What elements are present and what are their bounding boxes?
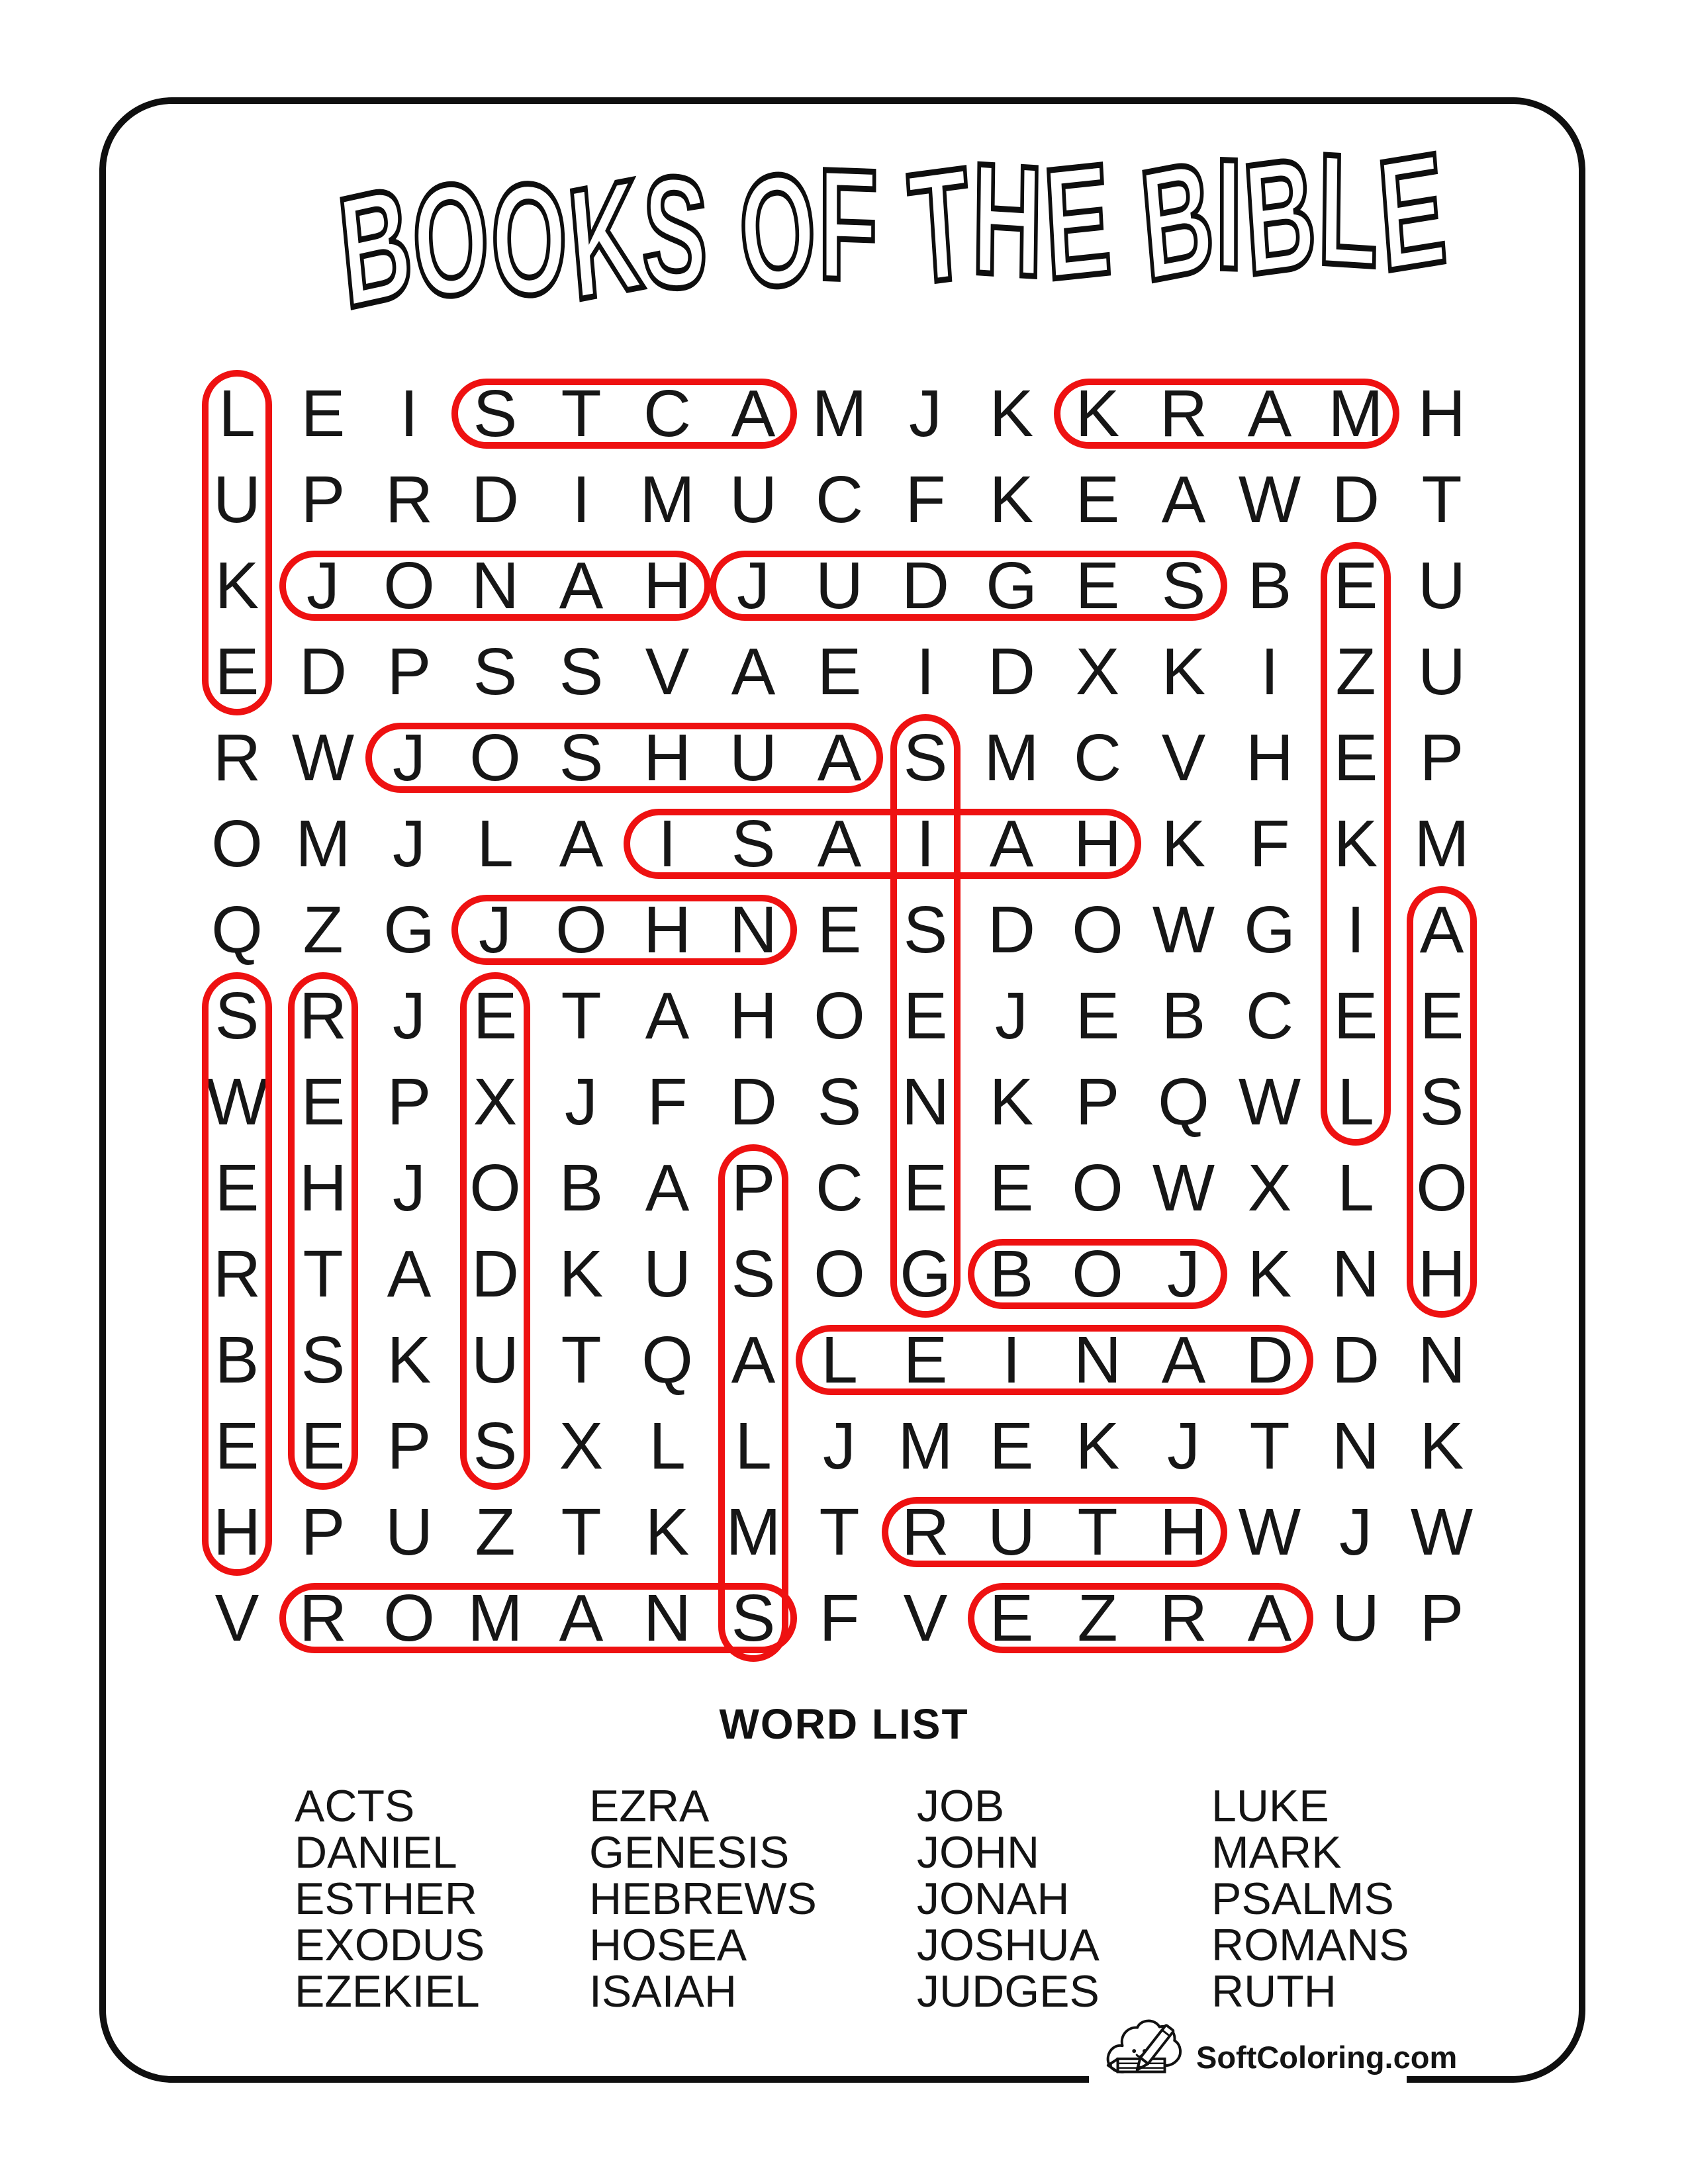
- grid-letter: N: [1331, 1409, 1380, 1483]
- grid-letter: G: [1244, 893, 1295, 967]
- grid-letter: W: [291, 721, 355, 795]
- grid-letter: Q: [1158, 1065, 1209, 1139]
- word-list-item: JOSHUA: [917, 1920, 1100, 1970]
- grid-letter: N: [1073, 1323, 1122, 1397]
- word-list-item: HEBREWS: [589, 1874, 817, 1924]
- grid-letter: J: [1167, 1237, 1200, 1311]
- grid-letter: W: [205, 1065, 269, 1139]
- grid-letter: R: [1159, 1581, 1208, 1655]
- grid-letter: U: [1417, 549, 1466, 623]
- grid-letter: L: [821, 1323, 858, 1397]
- grid-letter: M: [898, 1409, 953, 1483]
- grid-letter: I: [400, 377, 418, 451]
- grid-letter: R: [299, 979, 348, 1053]
- grid-letter: U: [729, 463, 778, 537]
- word-list-item: HOSEA: [589, 1920, 747, 1970]
- grid-letter: J: [1339, 1495, 1372, 1569]
- grid-letter: N: [1417, 1323, 1466, 1397]
- grid-letter: B: [559, 1151, 604, 1225]
- grid-letter: S: [473, 377, 518, 451]
- grid-letter: T: [1249, 1409, 1290, 1483]
- grid-letter: M: [295, 807, 351, 881]
- grid-letter: I: [572, 463, 590, 537]
- title-letter: B: [1135, 126, 1223, 315]
- grid-letter: D: [299, 635, 348, 709]
- grid-letter: A: [559, 1581, 604, 1655]
- grid-letter: C: [1245, 979, 1294, 1053]
- grid-letter: M: [639, 463, 695, 537]
- grid-letter: H: [299, 1151, 348, 1225]
- found-word-circle: [451, 895, 797, 965]
- grid-letter: O: [383, 549, 435, 623]
- grid-letter: D: [901, 549, 950, 623]
- word-list-column-3: [917, 1783, 1100, 2015]
- found-word-circle: [365, 723, 883, 793]
- grid-letter: F: [819, 1581, 860, 1655]
- grid-letter: O: [1072, 1237, 1123, 1311]
- grid-letter: O: [469, 1151, 521, 1225]
- grid-letter: U: [385, 1495, 434, 1569]
- title-letter: B: [1239, 124, 1323, 309]
- found-word-circle: [1407, 886, 1477, 1318]
- grid-letter: K: [1075, 1409, 1120, 1483]
- grid-letter: A: [817, 721, 862, 795]
- grid-letter: N: [643, 1581, 692, 1655]
- found-word-circle: [451, 379, 797, 449]
- title-letter: E: [1040, 130, 1117, 313]
- title-letter: T: [904, 134, 978, 318]
- word-list-item: LUKE: [1211, 1781, 1329, 1831]
- grid-letter: E: [817, 893, 862, 967]
- grid-letter: D: [729, 1065, 778, 1139]
- word-list-item: ESTHER: [295, 1874, 477, 1924]
- grid-letter: E: [301, 1065, 346, 1139]
- grid-letter: S: [903, 721, 948, 795]
- grid-letter: J: [306, 549, 340, 623]
- grid-letter: S: [559, 635, 604, 709]
- grid-letter: S: [731, 807, 776, 881]
- word-list-item: ROMANS: [1211, 1920, 1409, 1970]
- word-list-item: EZRA: [589, 1781, 710, 1831]
- grid-letter: A: [989, 807, 1034, 881]
- grid-letter: I: [1346, 893, 1365, 967]
- grid-letter: J: [393, 1151, 426, 1225]
- grid-letter: K: [1247, 1237, 1292, 1311]
- grid-letter: H: [212, 1495, 261, 1569]
- grid-letter: W: [1238, 1495, 1301, 1569]
- grid-letter: M: [812, 377, 867, 451]
- grid-letter: O: [814, 1237, 865, 1311]
- grid-letter: T: [303, 1237, 344, 1311]
- word-list-item: RUTH: [1211, 1966, 1336, 2017]
- grid-letter: S: [903, 893, 948, 967]
- title-letter: S: [641, 143, 712, 323]
- grid-letter: E: [989, 1409, 1034, 1483]
- grid-letter: J: [737, 549, 770, 623]
- grid-letter: G: [986, 549, 1037, 623]
- grid-letter: A: [1161, 463, 1206, 537]
- grid-letter: E: [903, 1323, 948, 1397]
- grid-letter: J: [823, 1409, 856, 1483]
- grid-letter: A: [1161, 1323, 1206, 1397]
- grid-letter: A: [731, 377, 776, 451]
- found-word-circle: [890, 714, 961, 1318]
- grid-letter: A: [1419, 893, 1464, 967]
- grid-letter: R: [1159, 377, 1208, 451]
- grid-letter: P: [301, 463, 346, 537]
- grid-letter: E: [1075, 463, 1120, 537]
- grid-letter: L: [218, 377, 256, 451]
- grid-letter: K: [989, 377, 1034, 451]
- title-letter: O: [407, 147, 497, 333]
- grid-letter: H: [1073, 807, 1122, 881]
- grid-letter: T: [819, 1495, 860, 1569]
- grid-letter: T: [561, 377, 602, 451]
- grid-letter: U: [1331, 1581, 1380, 1655]
- grid-letter: K: [989, 1065, 1034, 1139]
- word-list-column-4: [1211, 1783, 1409, 2015]
- grid-letter: L: [649, 1409, 686, 1483]
- grid-letter: A: [645, 1151, 690, 1225]
- grid-letter: O: [469, 721, 521, 795]
- grid-letter: D: [1331, 463, 1380, 537]
- found-word-circle: [279, 1583, 797, 1653]
- grid-letter: I: [1260, 635, 1279, 709]
- grid-letter: P: [1419, 1581, 1464, 1655]
- word-list-item: GENESIS: [589, 1827, 790, 1878]
- grid-letter: E: [1075, 979, 1120, 1053]
- grid-letter: L: [1337, 1151, 1374, 1225]
- word-list-column-2: [589, 1783, 817, 2015]
- grid-letter: H: [729, 979, 778, 1053]
- grid-letter: I: [916, 635, 935, 709]
- grid-letter: N: [1331, 1237, 1380, 1311]
- cloud-pencil-logo-icon: [1102, 2012, 1187, 2094]
- grid-letter: W: [1238, 463, 1301, 537]
- grid-letter: K: [1161, 807, 1206, 881]
- grid-letter: U: [987, 1495, 1036, 1569]
- grid-letter: F: [647, 1065, 688, 1139]
- grid-letter: K: [1419, 1409, 1464, 1483]
- grid-letter: U: [729, 721, 778, 795]
- grid-letter: L: [735, 1409, 772, 1483]
- grid-letter: M: [1414, 807, 1470, 881]
- grid-letter: F: [905, 463, 946, 537]
- grid-letter: K: [559, 1237, 604, 1311]
- found-word-circle: [460, 972, 530, 1490]
- grid-letter: K: [1075, 377, 1120, 451]
- grid-letter: I: [916, 807, 935, 881]
- grid-letter: T: [561, 1495, 602, 1569]
- grid-letter: R: [299, 1581, 348, 1655]
- grid-letter: E: [473, 979, 518, 1053]
- grid-letter: D: [1331, 1323, 1380, 1397]
- found-word-circle: [796, 1325, 1313, 1395]
- title-letter: B: [332, 152, 422, 342]
- word-list-item: JUDGES: [917, 1966, 1100, 2017]
- grid-letter: U: [1417, 635, 1466, 709]
- grid-letter: E: [1333, 549, 1378, 623]
- found-word-circle: [202, 370, 272, 715]
- word-list-item: EZEKIEL: [295, 1966, 480, 2017]
- grid-letter: R: [212, 1237, 261, 1311]
- grid-letter: E: [214, 1409, 259, 1483]
- word-list-item: ACTS: [295, 1781, 415, 1831]
- grid-letter: U: [212, 463, 261, 537]
- found-word-circle: [710, 551, 1227, 621]
- grid-letter: X: [559, 1409, 604, 1483]
- title-letter: O: [733, 137, 825, 324]
- grid-letter: M: [726, 1495, 781, 1569]
- grid-letter: P: [731, 1151, 776, 1225]
- grid-letter: E: [903, 1151, 948, 1225]
- grid-letter: J: [565, 1065, 598, 1139]
- grid-letter: K: [645, 1495, 690, 1569]
- grid-letter: H: [1417, 1237, 1466, 1311]
- grid-letter: E: [214, 1151, 259, 1225]
- footer-site-name: SoftColoring.com: [1196, 2039, 1458, 2075]
- grid-letter: A: [559, 807, 604, 881]
- grid-letter: B: [989, 1237, 1034, 1311]
- grid-letter: O: [1416, 1151, 1468, 1225]
- grid-letter: Z: [303, 893, 344, 967]
- grid-letter: D: [471, 1237, 520, 1311]
- grid-letter: N: [471, 549, 520, 623]
- word-list-item: ISAIAH: [589, 1966, 737, 2017]
- grid-letter: I: [1002, 1323, 1021, 1397]
- found-word-circle: [202, 972, 272, 1576]
- grid-letter: F: [1249, 807, 1290, 881]
- grid-letter: S: [1419, 1065, 1464, 1139]
- word-list-item: JOB: [917, 1781, 1005, 1831]
- grid-letter: J: [393, 807, 426, 881]
- grid-letter: E: [1075, 549, 1120, 623]
- grid-letter: P: [387, 1409, 432, 1483]
- grid-letter: J: [479, 893, 512, 967]
- grid-letter: C: [643, 377, 692, 451]
- grid-letter: E: [301, 377, 346, 451]
- grid-letter: C: [815, 1151, 864, 1225]
- grid-letter: T: [1421, 463, 1462, 537]
- grid-letter: X: [1075, 635, 1120, 709]
- grid-letter: E: [1333, 721, 1378, 795]
- grid-letter: C: [815, 463, 864, 537]
- grid-letter: R: [901, 1495, 950, 1569]
- grid-letter: H: [643, 549, 692, 623]
- grid-letter: W: [1152, 893, 1215, 967]
- grid-letter: A: [1247, 377, 1292, 451]
- grid-letter: B: [1161, 979, 1206, 1053]
- grid-letter: K: [1333, 807, 1378, 881]
- grid-letter: D: [1245, 1323, 1294, 1397]
- found-word-circle: [1321, 542, 1391, 1146]
- grid-letter: M: [467, 1581, 523, 1655]
- grid-letter: P: [387, 635, 432, 709]
- grid-letter: O: [814, 979, 865, 1053]
- grid-letter: E: [301, 1409, 346, 1483]
- grid-letter: P: [1419, 721, 1464, 795]
- grid-letter: K: [1161, 635, 1206, 709]
- grid-letter: H: [1159, 1495, 1208, 1569]
- grid-letter: V: [645, 635, 690, 709]
- title-letter: F: [818, 136, 880, 314]
- grid-letter: L: [477, 807, 514, 881]
- grid-letter: S: [214, 979, 259, 1053]
- grid-letter: K: [214, 549, 259, 623]
- grid-letter: P: [301, 1495, 346, 1569]
- grid-letter: H: [643, 893, 692, 967]
- grid-letter: Z: [1335, 635, 1376, 709]
- found-word-circle: [279, 551, 711, 621]
- word-list-item: MARK: [1211, 1827, 1342, 1878]
- grid-letter: Z: [475, 1495, 516, 1569]
- title-letter: H: [970, 130, 1047, 311]
- grid-letter: J: [995, 979, 1028, 1053]
- grid-letter: T: [561, 1323, 602, 1397]
- grid-letter: D: [987, 635, 1036, 709]
- grid-letter: X: [473, 1065, 518, 1139]
- found-word-circle: [1054, 379, 1399, 449]
- grid-letter: T: [561, 979, 602, 1053]
- grid-letter: A: [731, 1323, 776, 1397]
- grid-letter: O: [555, 893, 607, 967]
- grid-letter: D: [987, 893, 1036, 967]
- grid-letter: O: [1072, 1151, 1123, 1225]
- title-letter: O: [491, 150, 570, 329]
- word-list-column-1: [295, 1783, 485, 2015]
- grid-letter: J: [909, 377, 942, 451]
- grid-letter: D: [471, 463, 520, 537]
- title-letter: I: [1215, 126, 1245, 303]
- grid-letter: W: [1410, 1495, 1474, 1569]
- grid-letter: I: [658, 807, 677, 881]
- footer-logo: [1102, 2012, 1457, 2094]
- grid-letter: J: [393, 979, 426, 1053]
- grid-letter: J: [393, 721, 426, 795]
- grid-letter: Q: [641, 1323, 693, 1397]
- grid-letter: H: [1245, 721, 1294, 795]
- found-word-circle: [288, 972, 358, 1490]
- grid-letter: T: [1077, 1495, 1118, 1569]
- grid-letter: S: [731, 1237, 776, 1311]
- grid-letter: J: [1167, 1409, 1200, 1483]
- grid-letter: U: [643, 1237, 692, 1311]
- grid-letter: S: [301, 1323, 346, 1397]
- grid-letter: R: [212, 721, 261, 795]
- grid-letter: U: [471, 1323, 520, 1397]
- grid-letter: R: [385, 463, 434, 537]
- grid-letter: K: [989, 463, 1034, 537]
- grid-letter: L: [1337, 1065, 1374, 1139]
- grid-letter: A: [645, 979, 690, 1053]
- grid-letter: B: [1247, 549, 1292, 623]
- grid-letter: E: [214, 635, 259, 709]
- grid-letter: A: [731, 635, 776, 709]
- word-list-item: PSALMS: [1211, 1874, 1394, 1924]
- grid-letter: B: [214, 1323, 259, 1397]
- grid-letter: H: [1417, 377, 1466, 451]
- grid-letter: W: [1238, 1065, 1301, 1139]
- grid-letter: N: [729, 893, 778, 967]
- grid-letter: V: [214, 1581, 259, 1655]
- word-list-heading: WORD LIST: [719, 1700, 969, 1748]
- grid-letter: K: [387, 1323, 432, 1397]
- word-list-item: DANIEL: [295, 1827, 457, 1878]
- title-letter: K: [562, 145, 650, 334]
- grid-letter: A: [559, 549, 604, 623]
- word-list-item: JONAH: [917, 1874, 1070, 1924]
- grid-letter: P: [387, 1065, 432, 1139]
- grid-letter: U: [815, 549, 864, 623]
- grid-letter: G: [900, 1237, 951, 1311]
- grid-letter: V: [1161, 721, 1206, 795]
- grid-letter: Q: [211, 893, 263, 967]
- grid-letter: Z: [1077, 1581, 1118, 1655]
- grid-letter: O: [211, 807, 263, 881]
- grid-letter: S: [473, 635, 518, 709]
- grid-letter: S: [817, 1065, 862, 1139]
- grid-letter: E: [989, 1581, 1034, 1655]
- title-letter: L: [1317, 121, 1382, 300]
- grid-letter: X: [1247, 1151, 1292, 1225]
- grid-letter: A: [1247, 1581, 1292, 1655]
- word-list-item: JOHN: [917, 1827, 1040, 1878]
- grid-letter: E: [1419, 979, 1464, 1053]
- found-word-circle: [968, 1239, 1227, 1309]
- grid-letter: E: [817, 635, 862, 709]
- word-list-item: EXODUS: [295, 1920, 485, 1970]
- grid-letter: E: [903, 979, 948, 1053]
- grid-letter: A: [817, 807, 862, 881]
- grid-letter: P: [1075, 1065, 1120, 1139]
- grid-letter: M: [984, 721, 1039, 795]
- grid-letter: S: [559, 721, 604, 795]
- grid-letter: S: [731, 1581, 776, 1655]
- grid-letter: G: [383, 893, 435, 967]
- grid-letter: W: [1152, 1151, 1215, 1225]
- grid-letter: S: [1161, 549, 1206, 623]
- grid-letter: M: [1328, 377, 1383, 451]
- grid-letter: O: [1072, 893, 1123, 967]
- grid-letter: C: [1073, 721, 1122, 795]
- grid-letter: H: [643, 721, 692, 795]
- found-word-circle: [968, 1583, 1313, 1653]
- grid-letter: V: [903, 1581, 948, 1655]
- title-letter: E: [1373, 119, 1454, 305]
- grid-letter: A: [387, 1237, 432, 1311]
- grid-letter: O: [383, 1581, 435, 1655]
- grid-letter: E: [1333, 979, 1378, 1053]
- grid-letter: E: [989, 1151, 1034, 1225]
- grid-letter: N: [901, 1065, 950, 1139]
- grid-letter: S: [473, 1409, 518, 1483]
- found-word-circle: [624, 809, 1141, 879]
- found-word-circle: [882, 1497, 1227, 1567]
